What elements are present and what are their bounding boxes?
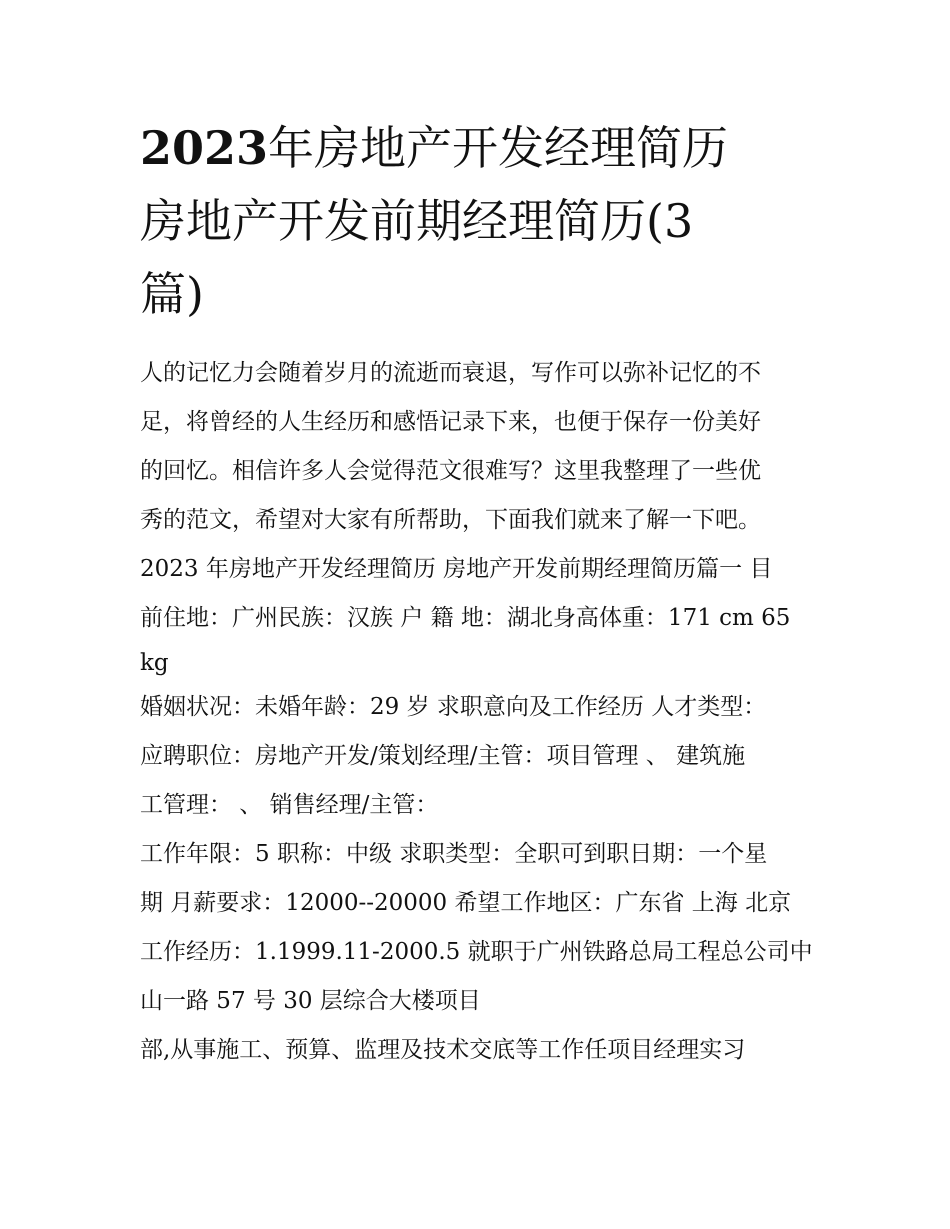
intro-paragraph — [140, 349, 820, 545]
paragraph-line: kg — [140, 650, 169, 676]
paragraph-line: 工管理： 、 销售经理/主管： — [140, 792, 439, 818]
document-content — [140, 112, 820, 1075]
document-title — [140, 112, 820, 331]
paragraph-line: 工作年限：5 职称：中级 求职类型：全职可到职日期：一个星 — [140, 841, 768, 867]
paragraph-line: 婚姻状况：未婚年龄：29 岁 求职意向及工作经历 人才类型： — [140, 694, 767, 720]
body-paragraph-4 — [140, 1026, 820, 1075]
body-paragraph-2 — [140, 683, 820, 830]
body-paragraph-1 — [140, 545, 820, 683]
paragraph-line: 期 月薪要求：12000--20000 希望工作地区：广东省 上海 北京 — [140, 890, 792, 916]
paragraph-line: 应聘职位：房地产开发/策划经理/主管：项目管理 、 建筑施 — [140, 743, 746, 769]
title-line-2: 房地产开发前期经理简历(3 — [140, 194, 694, 248]
paragraph-line: 工作经历：1.1999.11-2000.5 就职于广州铁路总局工程总公司中 — [140, 939, 813, 965]
title-line-3: 篇) — [140, 267, 204, 321]
paragraph-line: 部,从事施工、预算、监理及技术交底等工作任项目经理实习 — [140, 1037, 746, 1063]
intro-line: 秀的范文，希望对大家有所帮助，下面我们就来了解一下吧。 — [140, 507, 761, 533]
paragraph-line: 2023 年房地产开发经理简历 房地产开发前期经理简历篇一 目 — [140, 556, 773, 582]
title-line-1: 2023年房地产开发经理简历 — [140, 121, 729, 175]
paragraph-line: 前住地：广州民族：汉族 户 籍 地：湖北身高体重：171 cm 65 — [140, 605, 791, 631]
intro-line: 足，将曾经的人生经历和感悟记录下来，也便于保存一份美好 — [140, 409, 761, 435]
intro-line: 人的记忆力会随着岁月的流逝而衰退，写作可以弥补记忆的不 — [140, 360, 761, 386]
intro-line: 的回忆。相信许多人会觉得范文很难写？这里我整理了一些优 — [140, 458, 761, 484]
body-paragraph-3 — [140, 830, 820, 1026]
paragraph-line: 山一路 57 号 30 层综合大楼项目 — [140, 988, 481, 1014]
